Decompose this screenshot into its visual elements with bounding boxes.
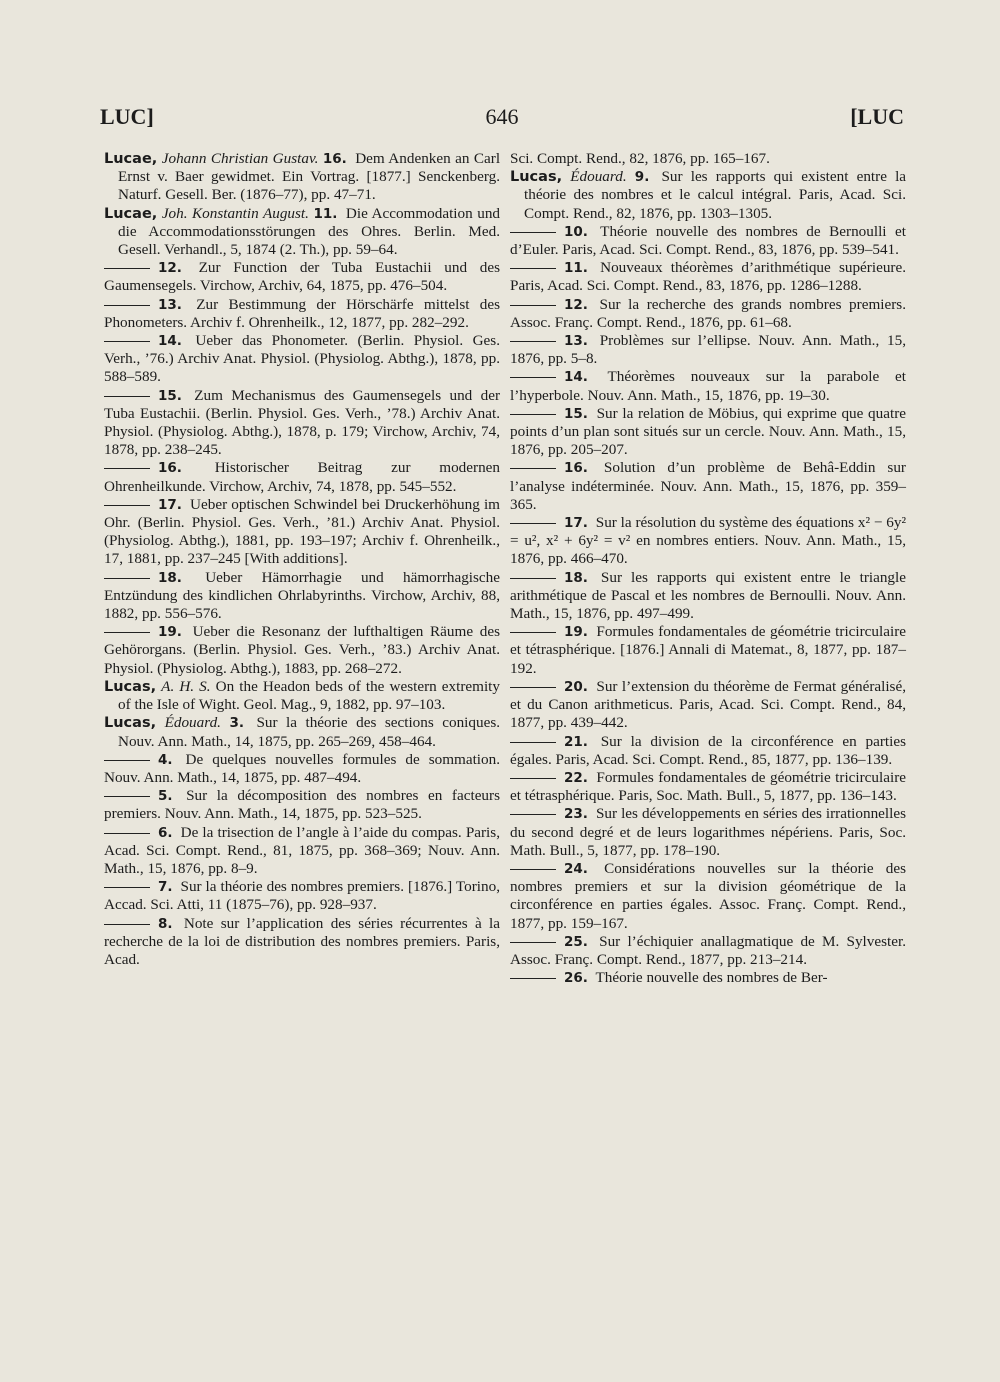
bibliography-subentry	[104, 259, 500, 295]
bibliography-subentry	[510, 368, 906, 404]
entry-number: 12.	[158, 260, 182, 277]
ditto-rule	[510, 632, 556, 633]
entry-number: 15.	[158, 387, 182, 404]
entry-number: 19.	[158, 624, 182, 641]
entry-text: Problèmes sur l’ellipse. Nouv. Ann. Math., 15, 1876, pp. 5–8.	[510, 332, 906, 368]
bibliography-subentry	[104, 459, 500, 495]
entry-number: 19.	[564, 624, 588, 641]
bibliography-subentry	[104, 387, 500, 460]
ditto-rule	[510, 742, 556, 743]
entry-text: Ueber Hämorrhagie und hämorrhagische Entzündung des kindlichen Ohrlabyrinths. Virchow, Archiv, 88, 1882, pp. 556–576.	[104, 568, 501, 623]
entry-number: 11.	[313, 205, 338, 222]
entry-number: 13.	[158, 296, 182, 313]
bibliography-subentry	[510, 405, 906, 460]
ditto-rule	[510, 232, 556, 233]
entry-text: De quelques nouvelles formules de sommation. Nouv. Ann. Math., 14, 1875, pp. 487–494.	[104, 750, 500, 786]
bibliography-subentry	[510, 933, 906, 969]
entry-number: 6.	[158, 824, 173, 841]
entry-number: 14.	[564, 369, 588, 386]
entry-number: 4.	[158, 751, 173, 768]
entry-text: Zum Mechanismus des Gaumensegels und der Tuba Eustachii. (Berlin. Physiol. Ges. Verh., ’78.) Archiv Anat. Physiol. (Physiolog. Abthg.), 1878, p. 179; Virchow, Archiv, 74, 1878, pp. 238–245.	[104, 386, 501, 459]
entry-text: Sur l’extension du théorème de Fermat généralisé, et du Canon arithmeticus. Paris, Acad. Sci. Compt. Rend., 84, 1877, pp. 439–442.	[510, 677, 907, 732]
bibliography-subentry	[104, 751, 500, 787]
entry-text: De la trisection de l’angle à l’aide du compas. Paris, Acad. Sci. Compt. Rend., 81, 1875, pp. 368–369; Nouv. Ann. Math., 15, 1876, pp. 8–9.	[104, 823, 500, 877]
header-left: LUC]	[100, 104, 154, 129]
bibliography-subentry	[510, 223, 906, 259]
bibliography-subentry	[104, 296, 500, 332]
author-surname: Lucas,	[510, 169, 563, 186]
ditto-rule	[510, 305, 556, 306]
bibliography-subentry	[510, 733, 906, 769]
entry-text: Formules fondamentales de géométrie tricirculaire et tétrasphérique. [1876.] Annali di Matemat., 8, 1877, pp. 187–192.	[510, 623, 906, 677]
entry-text: Sur la relation de Möbius, qui exprime que quatre points d’un plan sont situés sur un cercle. Nouv. Ann. Math., 15, 1876, pp. 205–207.	[510, 404, 906, 459]
ditto-rule	[104, 833, 150, 834]
entry-text: Sur les développements en séries des irrationnelles du second degré et de leurs logarithmes népériens. Paris, Soc. Math. Bull., 5, 1877, pp. 178–190.	[510, 805, 907, 859]
bibliography-entry	[104, 150, 500, 205]
bibliography-entry	[510, 168, 906, 223]
bibliography-subentry	[104, 496, 500, 569]
entry-number: 24.	[564, 860, 588, 877]
bibliography-subentry	[510, 296, 906, 332]
ditto-rule	[104, 505, 150, 506]
entry-number: 14.	[158, 333, 182, 350]
entry-number: 7.	[158, 879, 173, 896]
ditto-rule	[104, 796, 150, 797]
ditto-rule	[510, 978, 556, 979]
author-given-name: A. H. S.	[161, 677, 211, 695]
bibliography-subentry	[510, 678, 906, 733]
entry-text: Sur la théorie des sections coniques. Nouv. Ann. Math., 14, 1875, pp. 265–269, 458–464.	[118, 714, 501, 750]
entry-text: Formules fondamentales de géométrie tricirculaire et tétrasphérique. Paris, Soc. Math. Bull., 5, 1877, pp. 136–143.	[510, 768, 906, 805]
bibliography-subentry	[510, 769, 906, 805]
entry-text: Note sur l’application des séries récurrentes à la recherche de la loi de distribution des nombres premiers. Paris, Acad.	[104, 914, 501, 968]
bibliography-subentry	[510, 569, 906, 624]
author-surname: Lucae,	[104, 151, 158, 167]
bibliography-subentry	[104, 824, 500, 879]
page-number: 646	[485, 104, 519, 129]
author-given-name: Édouard.	[164, 714, 221, 732]
ditto-rule	[510, 414, 556, 415]
ditto-rule	[510, 377, 556, 378]
entry-text: Sur les rapports qui existent entre le triangle arithmétique de Pascal et les nombres de Bernoulli. Nouv. Ann. Math., 15, 1876, pp. 497–499.	[510, 568, 906, 623]
entry-number: 22.	[564, 769, 588, 786]
ditto-rule	[510, 578, 556, 579]
bibliography-subentry	[510, 969, 906, 987]
entry-text: On the Headon beds of the western extremity of the Isle of Wight. Geol. Mag., 9, 1882, pp. 97–103.	[118, 677, 500, 714]
ditto-rule	[510, 942, 556, 943]
entry-number: 16.	[158, 460, 182, 477]
entry-text: Solution d’un problème de Behâ-Eddin sur l’analyse indéterminée. Nouv. Ann. Math., 15, 1876, pp. 359–365.	[510, 459, 906, 513]
ditto-rule	[104, 760, 150, 761]
entry-number: 8.	[158, 915, 173, 932]
entry-text: Sur les rapports qui existent entre la théorie des nombres et le calcul intégral. Paris, Acad. Sci. Compt. Rend., 82, 1876, pp. 1303–1305.	[524, 168, 907, 222]
entry-text: Die Accommodation und die Accommodationsstörungen des Ohres. Berlin. Med. Gesell. Verhandl., 5, 1874 (2. Th.), pp. 59–64.	[118, 204, 501, 259]
ditto-rule	[104, 305, 150, 306]
ditto-rule	[104, 341, 150, 342]
bibliography-subentry	[104, 569, 500, 624]
bibliography-entry	[104, 205, 500, 260]
bibliography-subentry	[104, 915, 500, 970]
right-column	[510, 150, 906, 987]
entry-text: Zur Function der Tuba Eustachii und des Gaumensegels. Virchow, Archiv, 64, 1875, pp. 476–504.	[104, 259, 500, 295]
entry-number: 25.	[564, 933, 588, 950]
entry-number: 21.	[564, 733, 588, 750]
header-right: [LUC	[850, 104, 904, 129]
ditto-rule	[104, 632, 150, 633]
author-surname: Lucas,	[104, 678, 157, 695]
entry-text: Zur Bestimmung der Hörschärfe mittelst des Phonometers. Archiv f. Ohrenheilk., 12, 1877, pp. 282–292.	[104, 295, 501, 331]
ditto-rule	[104, 468, 150, 469]
entry-text: Théorèmes nouveaux sur la parabole et l’hyperbole. Nouv. Ann. Math., 15, 1876, pp. 19–30.	[510, 368, 906, 404]
author-surname: Lucas,	[104, 715, 157, 732]
entry-text: Sci. Compt. Rend., 82, 1876, pp. 165–167.	[510, 150, 770, 167]
entry-text: Historischer Beitrag zur modernen Ohrenheilkunde. Virchow, Archiv, 74, 1878, pp. 545–552.	[104, 459, 501, 495]
ditto-rule	[510, 687, 556, 688]
entry-text: Considérations nouvelles sur la théorie des nombres premiers et sur la division géométrique de la circonférence en parties égales. Assoc. Franç. Compt. Rend., 1877, pp. 159–167.	[510, 859, 906, 932]
entry-number: 18.	[158, 569, 182, 586]
entry-text: Ueber das Phonometer. (Berlin. Physiol. Ges. Verh., ’76.) Archiv Anat. Physiol. (Physiolog. Abthg.), 1878, pp. 588–589.	[104, 332, 500, 386]
entry-number: 16.	[322, 151, 347, 167]
bibliography-subentry	[510, 459, 906, 514]
entry-text: Ueber die Resonanz der lufthaltigen Räume des Gehörorgans. (Berlin. Physiol. Ges. Verh., ’83.) Archiv Anat. Physiol. (Physiolog. Abthg.), 1883, pp. 268–272.	[104, 623, 500, 677]
entry-number: 17.	[158, 496, 182, 513]
left-column	[104, 150, 500, 969]
bibliography-subentry	[510, 623, 906, 678]
entry-number: 5.	[158, 788, 173, 805]
entry-number: 17.	[564, 515, 588, 532]
bibliography-subentry	[510, 805, 906, 860]
entry-text: Ueber optischen Schwindel bei Druckerhöhung im Ohr. (Berlin. Physiol. Ges. Verh., ’81.) Archiv Anat. Physiol. (Physiolog. Abthg.), 1881, pp. 193–197; Archiv f. Ohrenheilk., 17, 1881, pp. 237–245 [With additions].	[104, 495, 500, 568]
entry-number: 18.	[564, 569, 588, 586]
ditto-rule	[510, 468, 556, 469]
ditto-rule	[510, 268, 556, 269]
ditto-rule	[104, 924, 150, 925]
author-given-name: Johann Christian Gustav.	[161, 150, 319, 167]
entry-number: 26.	[564, 970, 588, 987]
ditto-rule	[510, 869, 556, 870]
entry-number: 23.	[564, 806, 588, 823]
bibliography-subentry	[104, 332, 500, 387]
bibliography-subentry	[510, 514, 906, 569]
entry-text: Théorie nouvelle des nombres de Bernoulli et d’Euler. Paris, Acad. Sci. Compt. Rend., 83, 1876, pp. 539–541.	[510, 222, 906, 259]
bibliography-subentry	[104, 787, 500, 823]
author-given-name: Édouard.	[570, 168, 627, 186]
ditto-rule	[510, 341, 556, 342]
entry-number: 10.	[564, 223, 588, 240]
entry-number: 13.	[564, 333, 588, 350]
ditto-rule	[510, 778, 556, 779]
ditto-rule	[104, 396, 150, 397]
entry-text: Théorie nouvelle des nombres de Ber-	[595, 969, 828, 987]
entry-continuation	[510, 150, 906, 168]
ditto-rule	[510, 814, 556, 815]
entry-number: 11.	[564, 260, 588, 277]
entry-text: Nouveaux théorèmes d’arithmétique supérieure. Paris, Acad. Sci. Compt. Rend., 83, 1876, pp. 1286–1288.	[510, 259, 907, 295]
author-given-name: Joh. Konstantin August.	[161, 204, 309, 222]
entry-number: 15.	[564, 405, 588, 422]
bibliography-subentry	[510, 860, 906, 933]
author-surname: Lucae,	[104, 205, 158, 222]
bibliography-subentry	[104, 878, 500, 914]
entry-text: Sur la résolution du système des équations x² − 6y² = u², x² + 6y² = v² en nombres entiers. Nouv. Ann. Math., 15, 1876, pp. 466–470.	[510, 514, 906, 568]
running-header	[100, 104, 904, 138]
bibliography-subentry	[510, 332, 906, 368]
entry-text: Dem Andenken an Carl Ernst v. Baer gewidmet. Ein Vortrag. [1877.] Senckenberg. Naturf. Gesell. Ber. (1876–77), pp. 47–71.	[118, 150, 501, 204]
entry-text: Sur la division de la circonférence en parties égales. Paris, Acad. Sci. Compt. Rend., 85, 1877, pp. 136–139.	[510, 732, 907, 768]
entry-text: Sur la décomposition des nombres en facteurs premiers. Nouv. Ann. Math., 14, 1875, pp. 523–525.	[104, 787, 500, 823]
entry-number: 16.	[564, 460, 588, 477]
entry-text: Sur la recherche des grands nombres premiers. Assoc. Franç. Compt. Rend., 1876, pp. 61–68.	[510, 295, 906, 331]
bibliography-entry	[104, 714, 500, 750]
entry-number: 3.	[229, 715, 244, 732]
ditto-rule	[104, 578, 150, 579]
ditto-rule	[104, 268, 150, 269]
bibliography-subentry	[510, 259, 906, 295]
ditto-rule	[104, 887, 150, 888]
entry-number: 9.	[634, 169, 650, 186]
entry-text: Sur l’échiquier anallagmatique de M. Sylvester. Assoc. Franç. Compt. Rend., 1877, pp. 213–214.	[510, 932, 906, 968]
bibliography-subentry	[104, 623, 500, 678]
entry-number: 12.	[564, 296, 588, 313]
bibliography-entry	[104, 678, 500, 714]
ditto-rule	[510, 523, 556, 524]
entry-text: Sur la théorie des nombres premiers. [1876.] Torino, Accad. Sci. Atti, 11 (1875–76), pp. 928–937.	[104, 878, 501, 914]
entry-number: 20.	[564, 678, 588, 695]
